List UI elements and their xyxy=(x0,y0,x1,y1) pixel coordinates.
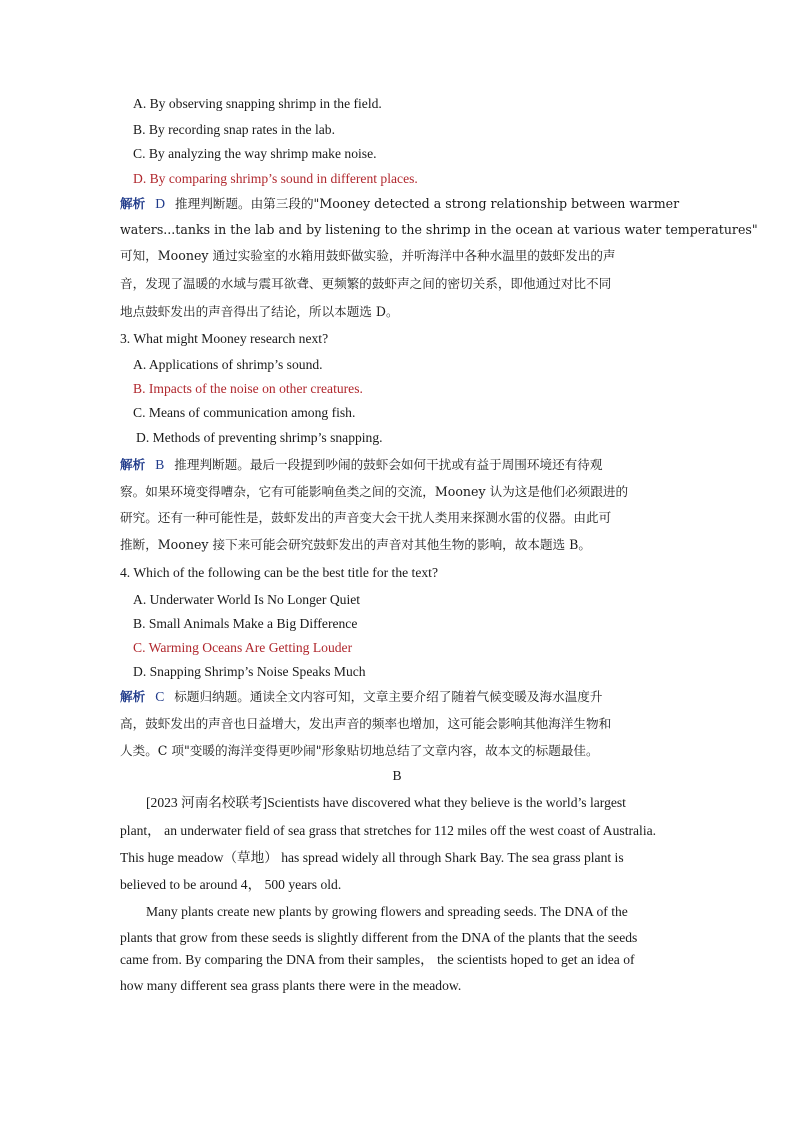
analysis-text: 推理判断题。由第三段的"Mooney detected a strong relationship between warmer xyxy=(175,196,680,211)
q4-analysis-line-1 xyxy=(120,687,602,707)
passage-p1-line-4: believed to be around 4， 500 years old. xyxy=(120,877,342,892)
analysis-label: 解析 xyxy=(120,689,146,704)
q3-question: 3. What might Mooney research next? xyxy=(120,331,329,346)
q3-option-b: B. Impacts of the noise on other creatures. xyxy=(133,381,363,396)
q3-option-c: C. Means of communication among fish. xyxy=(133,405,356,420)
q2-analysis-line-1 xyxy=(120,194,679,214)
passage-p2-line-2: plants that grow from these seeds is slightly different from the DNA of the plants that the seeds xyxy=(120,930,638,945)
q3-analysis-line-2: 察。如果环境变得嘈杂，它有可能影响鱼类之间的交流，Mooney 认为这是他们必须跟进的 xyxy=(120,484,629,499)
q3-analysis-line-3: 研究。还有一种可能性是，鼓虾发出的声音变大会干扰人类用来探测水雷的仪器。由此可 xyxy=(120,510,612,525)
q3-analysis-line-4: 推断，Mooney 接下来可能会研究鼓虾发出的声音对其他生物的影响，故本题选 B。 xyxy=(120,537,591,552)
q3-option-a: A. Applications of shrimp’s sound. xyxy=(133,357,323,372)
q4-question: 4. Which of the following can be the best title for the text? xyxy=(120,565,438,580)
passage-p2-line-1: Many plants create new plants by growing flowers and spreading seeds. The DNA of the xyxy=(146,904,628,919)
q2-analysis-line-4: 音，发现了温暖的水域与震耳欲聋、更频繁的鼓虾声之间的密切关系，即他通过对比不同 xyxy=(120,276,612,291)
passage-p1-line-1: [2023 河南名校联考]Scientists have discovered what they believe is the world’s largest xyxy=(146,795,626,810)
passage-p1-line-3: This huge meadow（草地） has spread widely all through Shark Bay. The sea grass plant is xyxy=(120,850,624,865)
q3-option-d: D. Methods of preventing shrimp’s snapping. xyxy=(136,430,383,445)
analysis-answer: D xyxy=(155,196,166,211)
q4-option-c: C. Warming Oceans Are Getting Louder xyxy=(133,640,353,655)
analysis-answer: B xyxy=(155,457,165,472)
passage-heading: B xyxy=(392,768,402,783)
analysis-text: 推理判断题。最后一段提到吵闹的鼓虾会如何干扰或有益于周围环境还有待观 xyxy=(174,457,603,472)
passage-p1-line-2: plant， an underwater field of sea grass that stretches for 112 miles off the west coast of Australia. xyxy=(120,823,657,838)
q4-option-a: A. Underwater World Is No Longer Quiet xyxy=(133,592,361,607)
q2-analysis-line-2: waters...tanks in the lab and by listening to the shrimp in the ocean at various water temperatures" xyxy=(120,222,758,237)
q4-option-d: D. Snapping Shrimp’s Noise Speaks Much xyxy=(133,664,366,679)
analysis-text: 标题归纳题。通读全文内容可知，文章主要介绍了随着气候变暖及海水温度升 xyxy=(174,689,603,704)
passage-p2-line-4: how many different sea grass plants there were in the meadow. xyxy=(120,978,462,993)
q2-analysis-line-5: 地点鼓虾发出的声音得出了结论，所以本题选 D。 xyxy=(120,304,399,319)
q2-option-b: B. By recording snap rates in the lab. xyxy=(133,122,335,137)
q2-analysis-line-3: 可知，Mooney 通过实验室的水箱用鼓虾做实验，并听海洋中各种水温里的鼓虾发出的声 xyxy=(120,248,616,263)
passage-p2-line-3: came from. By comparing the DNA from their samples， the scientists hoped to get an idea of xyxy=(120,952,635,967)
q2-option-c: C. By analyzing the way shrimp make noise. xyxy=(133,146,377,161)
q3-analysis-line-1 xyxy=(120,455,602,475)
q4-analysis-line-2: 高，鼓虾发出的声音也日益增大，发出声音的频率也增加，这可能会影响其他海洋生物和 xyxy=(120,716,612,731)
analysis-label: 解析 xyxy=(120,457,146,472)
analysis-label: 解析 xyxy=(120,196,146,211)
q2-option-d: D. By comparing shrimp’s sound in different places. xyxy=(133,171,418,186)
analysis-answer: C xyxy=(155,689,165,704)
q4-analysis-line-3: 人类。C 项"变暖的海洋变得更吵闹"形象贴切地总结了文章内容，故本文的标题最佳。 xyxy=(120,743,599,758)
q2-option-a: A. By observing snapping shrimp in the field. xyxy=(133,96,382,111)
q4-option-b: B. Small Animals Make a Big Difference xyxy=(133,616,358,631)
